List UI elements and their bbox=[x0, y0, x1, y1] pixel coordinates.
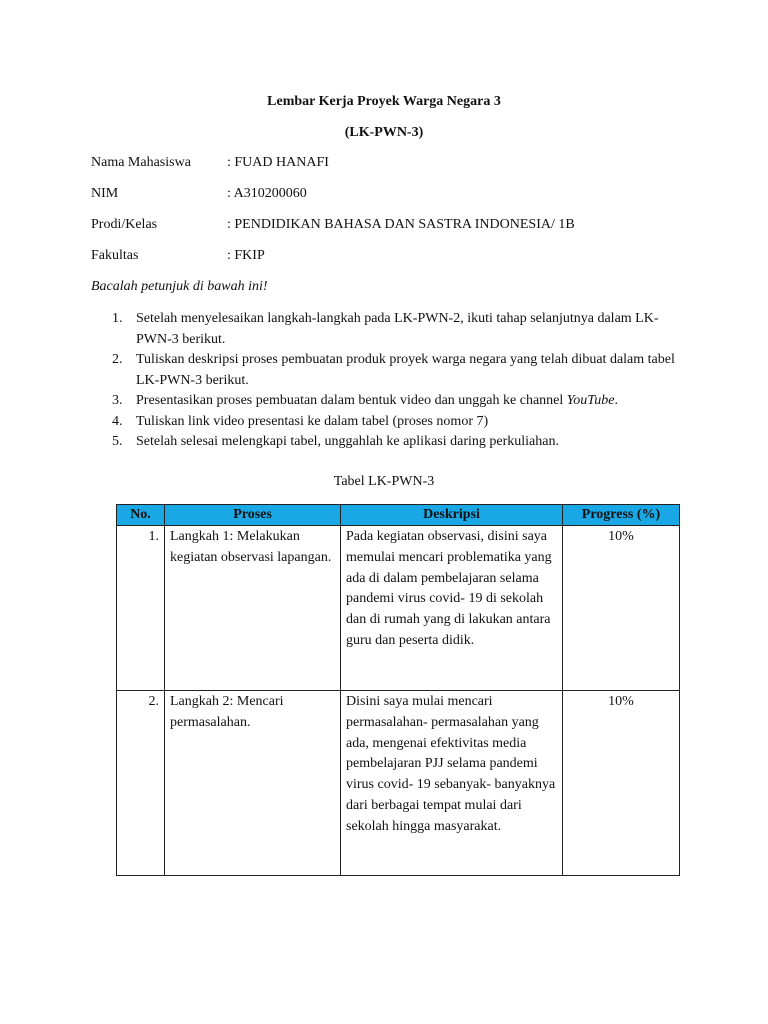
header-no: No. bbox=[117, 505, 165, 526]
document-title: Lembar Kerja Proyek Warga Negara 3 bbox=[267, 94, 501, 109]
step-text: Setelah menyelesaikan langkah-langkah pada LK-PWN-2, ikuti tahap selanjutnya dalam LK-PWN-3 berikut. bbox=[136, 311, 659, 347]
step-number: 4. bbox=[112, 413, 123, 429]
step-text: Setelah selesai melengkapi tabel, unggahlah ke aplikasi daring perkuliahan. bbox=[136, 434, 559, 449]
cell-proses: Langkah 1: Melakukan kegiatan observasi lapangan. bbox=[165, 526, 341, 691]
header-deskripsi: Deskripsi bbox=[341, 505, 563, 526]
info-label: Fakultas bbox=[91, 248, 139, 263]
instruction-step bbox=[110, 432, 680, 453]
table-caption: Tabel LK-PWN-3 bbox=[333, 474, 435, 489]
table-header-row bbox=[117, 505, 680, 526]
step-number: 2. bbox=[112, 352, 123, 367]
step-number: 1. bbox=[112, 311, 123, 326]
info-label: Prodi/Kelas bbox=[91, 217, 158, 232]
table-row bbox=[117, 526, 680, 691]
step-text: Presentasikan proses pembuatan dalam bentuk video dan unggah ke channel bbox=[136, 393, 567, 408]
step-text-end: . bbox=[614, 393, 618, 408]
cell-no: 2. bbox=[117, 691, 165, 876]
cell-proses: Langkah 2: Mencari permasalahan. bbox=[165, 691, 341, 876]
instruction-step bbox=[110, 350, 680, 391]
step-text-italic: YouTube bbox=[566, 393, 615, 408]
instruction-list bbox=[110, 309, 680, 453]
info-value: : FKIP bbox=[227, 248, 265, 263]
table-row bbox=[117, 691, 680, 876]
info-label: Nama Mahasiswa bbox=[91, 155, 191, 170]
cell-progress: 10% bbox=[563, 691, 680, 876]
instruction-heading: Bacalah petunjuk di bawah ini! bbox=[91, 279, 268, 294]
info-label: NIM bbox=[91, 186, 119, 201]
cell-progress: 10% bbox=[563, 526, 680, 691]
info-value: : A310200060 bbox=[227, 186, 307, 201]
instruction-step bbox=[110, 309, 680, 350]
header-proses: Proses bbox=[165, 505, 341, 526]
cell-deskripsi: Disini saya mulai mencari permasalahan- permasalahan yang ada, mengenai efektivitas media pembelajaran PJJ selama pandemi virus covid- 19 sebanyak- banyaknya dari berbagai tempat mulai dari sekolah hingga masyarakat. bbox=[341, 691, 563, 876]
step-text: Tuliskan link video presentasi ke dalam tabel (proses nomor 7) bbox=[136, 413, 489, 429]
document-subtitle: (LK-PWN-3) bbox=[344, 125, 424, 140]
cell-deskripsi: Pada kegiatan observasi, disini saya memulai mencari problematika yang ada di dalam pembelajaran selama pandemi virus covid- 19 di sekolah dan di rumah yang di lakukan antara guru dan peserta didik. bbox=[341, 526, 563, 691]
header-progress: Progress (%) bbox=[563, 505, 680, 526]
info-value: : FUAD HANAFI bbox=[227, 155, 329, 170]
step-number: 3. bbox=[112, 393, 123, 408]
instruction-step bbox=[110, 412, 680, 433]
step-text: Tuliskan deskripsi proses pembuatan produk proyek warga negara yang telah dibuat dalam tabel LK-PWN-3 berikut. bbox=[136, 352, 675, 388]
cell-no: 1. bbox=[117, 526, 165, 691]
info-value: : PENDIDIKAN BAHASA DAN SASTRA INDONESIA/ 1B bbox=[227, 217, 575, 232]
progress-table bbox=[116, 504, 680, 876]
instruction-step bbox=[110, 391, 680, 412]
step-number: 5. bbox=[112, 434, 123, 449]
